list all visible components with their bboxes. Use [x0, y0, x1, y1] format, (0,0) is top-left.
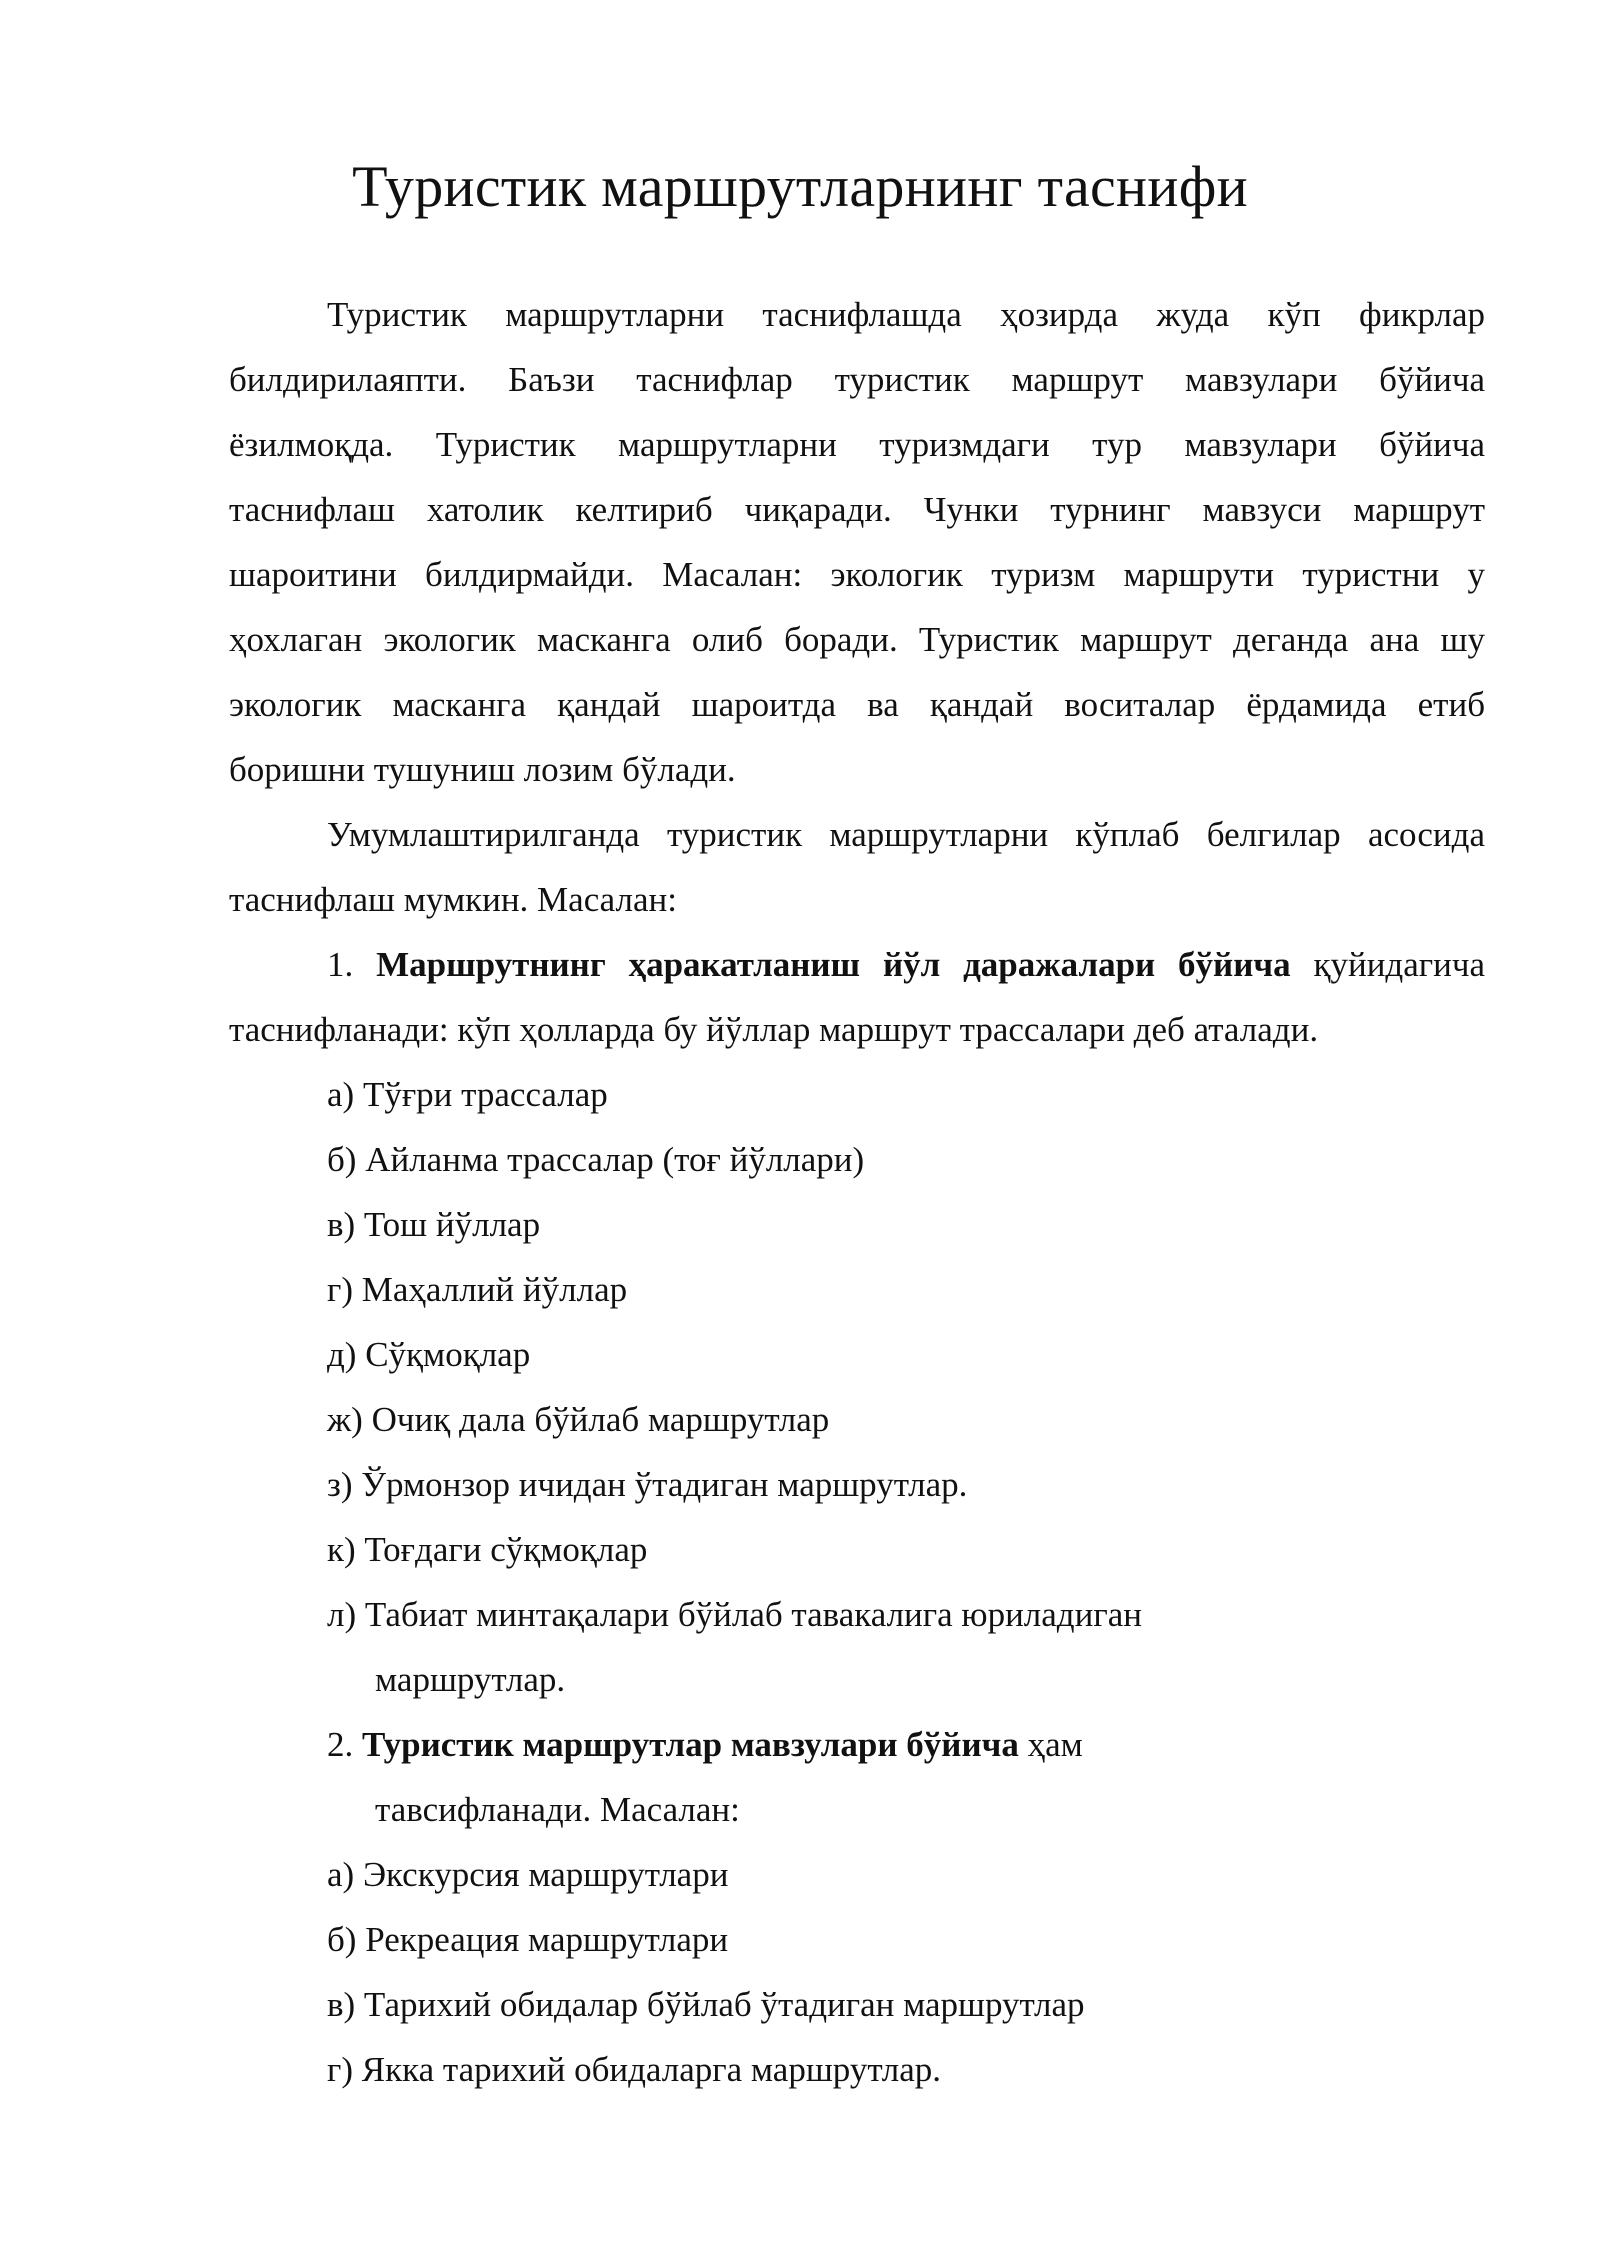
- section-heading-line: таснифланади: кўп ҳолларда бу йўллар маршрут трассалари деб аталади.: [229, 1010, 1319, 1049]
- list-item: а) Экскурсия маршрутлари: [327, 1855, 729, 1894]
- paragraph-summary: [229, 802, 1485, 932]
- paragraph-line: билдирилаяпти. Баъзи таснифлар туристик маршрут мавзулари бўйича: [229, 360, 1485, 399]
- document-body: [229, 282, 1485, 2102]
- paragraph-line: ҳохлаган экологик масканга олиб боради. Туристик маршрут деганда ана шу: [229, 620, 1485, 659]
- list-item: а) Тўғри трассалар: [327, 1075, 608, 1114]
- paragraph-line: таснифлаш мумкин. Масалан:: [229, 880, 677, 919]
- section-heading-line: [229, 932, 1485, 997]
- list-item: к) Тоғдаги сўқмоқлар: [327, 1530, 648, 1569]
- list-item: б) Айланма трассалар (тоғ йўллари): [327, 1140, 865, 1179]
- paragraph-line: экологик масканга қандай шароитда ва қандай воситалар ёрдамида етиб: [229, 685, 1485, 724]
- section-heading-rest: ҳам: [1027, 1725, 1083, 1764]
- section-number: 1.: [327, 945, 354, 984]
- list-item: з) Ўрмонзор ичидан ўтадиган маршрутлар.: [327, 1465, 968, 1504]
- section-number: 2.: [327, 1725, 354, 1764]
- paragraph-line: боришни тушуниш лозим бўлади.: [229, 750, 736, 789]
- list-item: д) Сўқмоқлар: [327, 1335, 531, 1374]
- paragraph-line: ёзилмоқда. Туристик маршрутларни туризмдаги тур мавзулари бўйича: [229, 425, 1485, 464]
- section-heading: Туристик маршрутлар мавзулари бўйича: [362, 1725, 1019, 1764]
- paragraph-line: Туристик маршрутларни таснифлашда ҳозирда жуда кўп фикрлар: [327, 295, 1485, 334]
- paragraph-line: таснифлаш хатолик келтириб чиқаради. Чунки турнинг мавзуси маршрут: [229, 490, 1485, 529]
- list-item: ж) Очиқ дала бўйлаб маршрутлар: [327, 1400, 830, 1439]
- list-item: г) Якка тарихий обидаларга маршрутлар.: [327, 2050, 942, 2089]
- section-heading-line: [229, 1712, 1485, 1777]
- list-item: в) Тарихий обидалар бўйлаб ўтадиган маршрутлар: [327, 1985, 1085, 2024]
- section-heading-rest: қуйидагича: [1313, 945, 1485, 984]
- section-heading: Маршрутнинг ҳаракатланиш йўл даражалари бўйича: [376, 945, 1291, 984]
- paragraph-line: шароитини билдирмайди. Масалан: экологик туризм маршрути туристни у: [229, 555, 1485, 594]
- list-item: б) Рекреация маршрутлари: [327, 1920, 729, 1959]
- list-item-continuation: маршрутлар.: [375, 1660, 566, 1699]
- paragraph-line: Умумлаштирилганда туристик маршрутларни кўплаб белгилар асосида: [327, 815, 1485, 854]
- paragraph-intro: [229, 282, 1485, 802]
- list-item: л) Табиат минтақалари бўйлаб тавакалига юриладиган: [327, 1595, 1142, 1634]
- document-title: Туристик маршрутларнинг таснифи: [352, 154, 1248, 219]
- section-route-themes: [229, 1712, 1485, 2102]
- list-item: в) Тош йўллар: [327, 1205, 541, 1244]
- section-road-levels: [229, 932, 1485, 1712]
- list-item: г) Маҳаллий йўллар: [327, 1270, 628, 1309]
- section-heading-line: тавсифланади. Масалан:: [375, 1790, 740, 1829]
